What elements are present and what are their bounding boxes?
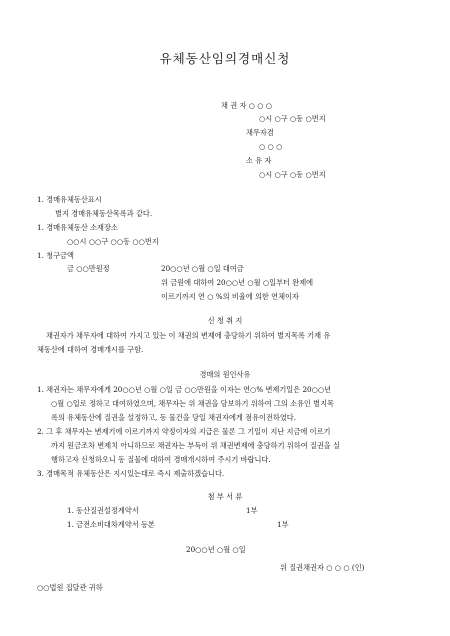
reason-line: 까지 원금조차 변제치 아니하므로 채권자는 부득이 위 채권변제에 충당하기 위하여 질권을 실 — [51, 441, 340, 450]
attachments-heading: 첨 부 서 류 — [207, 492, 243, 501]
reason-line: 록의 유체동산에 질권을 설정하고, 동 물건을 당일 채권자에게 점유이전하였다. — [51, 413, 297, 422]
item3-line2: 위 금원에 대하여 20○○년 ○월 ○일부터 완제에 — [161, 278, 314, 287]
debtor-label: 채무자겸 — [246, 128, 274, 137]
reasons-heading: 경매의 원인사유 — [199, 370, 251, 379]
purpose-line1: 채권자가 채무자에 대하여 가지고 있는 이 채권의 변제에 충당하기 위하여 별지목록 기재 유 — [46, 331, 331, 340]
item3-line1: 20○○년 ○월 ○일 대여금 — [161, 264, 244, 273]
purpose-line2: 체동산에 대하여 경매개시를 구함. — [37, 345, 144, 354]
document-date: 20○○년 ○월 ○일 — [186, 545, 246, 554]
court-addressee: ○○법원 집달관 귀하 — [37, 583, 103, 592]
reason-line: 1. 채권자는 채무자에게 20○○년 ○월 ○일 금 ○○만원을 이자는 연○% 변제기일은 20○○년 — [37, 385, 332, 394]
item1-body: 별지 경매유체동산목록과 같다. — [55, 209, 153, 218]
reason-line: 3. 경매목적 유체동산은 지시있는대로 즉시 제출하겠습니다. — [37, 469, 225, 478]
debtor-name: ○ ○ ○ — [259, 142, 283, 151]
owner-label: 소 유 자 — [246, 156, 272, 165]
reason-line: 행하고자 신청하오니 동 질물에 대하여 경매개시하여 주시기 바랍니다. — [51, 455, 271, 464]
purpose-heading: 신 청 취 지 — [207, 316, 243, 325]
item3-line3: 이르기까지 연 ○ %의 비율에 의한 연체이자 — [161, 292, 299, 301]
item1-heading: 1. 경매유체동산표시 — [37, 195, 102, 204]
item3-amount: 금 ○○만원정 — [67, 264, 110, 273]
document-title: 유체동산임의경매신청 — [159, 51, 291, 66]
attachment-item: 1. 금전소비대차계약서 등본 — [67, 520, 155, 529]
creditor-line: 채 권 자 ○ ○ ○ — [221, 101, 273, 110]
reason-line: ○월 ○일로 정하고 대여하였으며, 채무자는 위 채권을 담보하기 위하여 그의 소유인 별지목 — [51, 399, 334, 408]
owner-address: ○시 ○구 ○동 ○번지 — [259, 170, 326, 179]
item2-body: ○○시 ○○구 ○○동 ○○번지 — [67, 237, 159, 246]
attachment-count: 1부 — [246, 506, 258, 515]
attachment-count: 1부 — [277, 520, 289, 529]
item3-heading: 1. 청구금액 — [37, 251, 74, 260]
attachment-item: 1. 동산질권설정계약서 — [67, 506, 139, 515]
item2-heading: 1. 경매유체동산 소재장소 — [37, 223, 118, 232]
signer-line: 위 질권채권자 ○ ○ ○ (인) — [280, 563, 365, 572]
creditor-address: ○시 ○구 ○동 ○번지 — [259, 114, 326, 123]
reason-line: 2. 그 후 채무자는 변제기에 이르기까지 약정이자의 지급은 물론 그 기일이 지난 지금에 이르기 — [37, 427, 331, 436]
